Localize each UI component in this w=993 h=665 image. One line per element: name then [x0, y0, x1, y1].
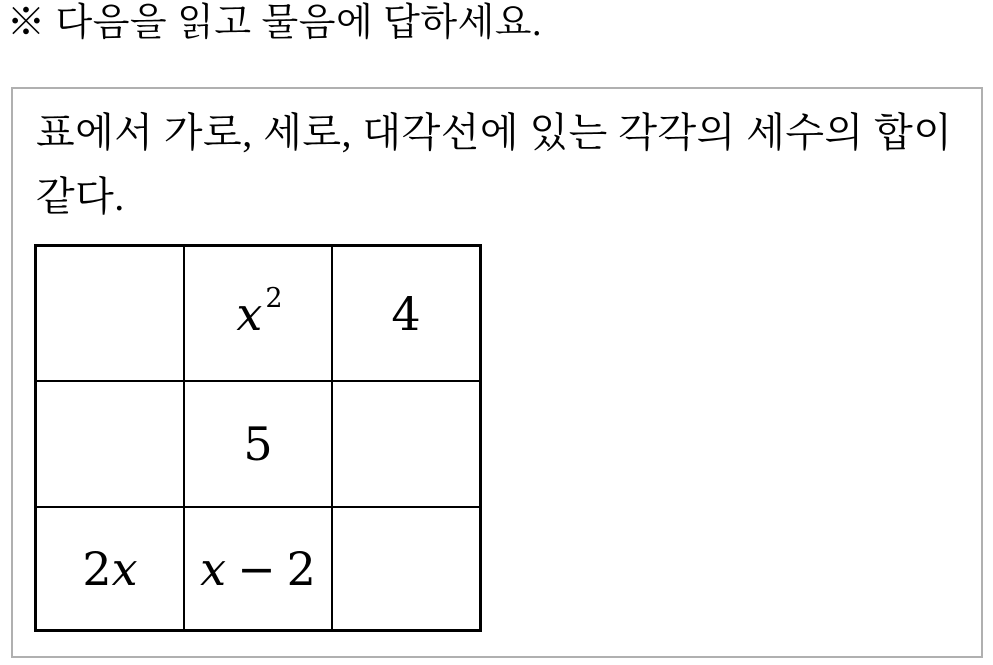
cell-r0c2	[332, 246, 481, 382]
cell-r1c0	[36, 381, 185, 507]
instruction-text: ※ 다음을 읽고 물음에 답하세요.	[7, 2, 542, 44]
cell-value-exponent: 2	[265, 283, 283, 315]
minus-operator: −	[237, 541, 276, 596]
table-row-2	[36, 381, 481, 507]
cell-value: 4	[391, 286, 421, 341]
statement-line-2: 같다.	[36, 174, 125, 219]
cell-r2c0	[36, 507, 185, 631]
cell-r1c2	[332, 381, 481, 507]
table-row-1	[36, 246, 481, 382]
cell-value-coefficient: 2	[82, 541, 112, 596]
cell-value-variable: x	[111, 541, 138, 596]
cell-r2c2	[332, 507, 481, 631]
magic-square-table	[34, 244, 482, 632]
table-row-3	[36, 507, 481, 631]
problem-statement	[36, 101, 952, 229]
cell-r0c0	[36, 246, 185, 382]
cell-r0c1	[184, 246, 332, 382]
cell-value-number: 2	[286, 541, 316, 596]
cell-r2c1	[184, 507, 332, 631]
problem-box	[11, 87, 983, 658]
cell-r1c1	[184, 381, 332, 507]
statement-line-1: 표에서 가로, 세로, 대각선에 있는 각각의 세수의 합이	[36, 110, 953, 155]
cell-value-variable: x	[200, 541, 227, 596]
cell-value: 5	[243, 417, 273, 471]
cell-value-base: x	[236, 286, 263, 341]
